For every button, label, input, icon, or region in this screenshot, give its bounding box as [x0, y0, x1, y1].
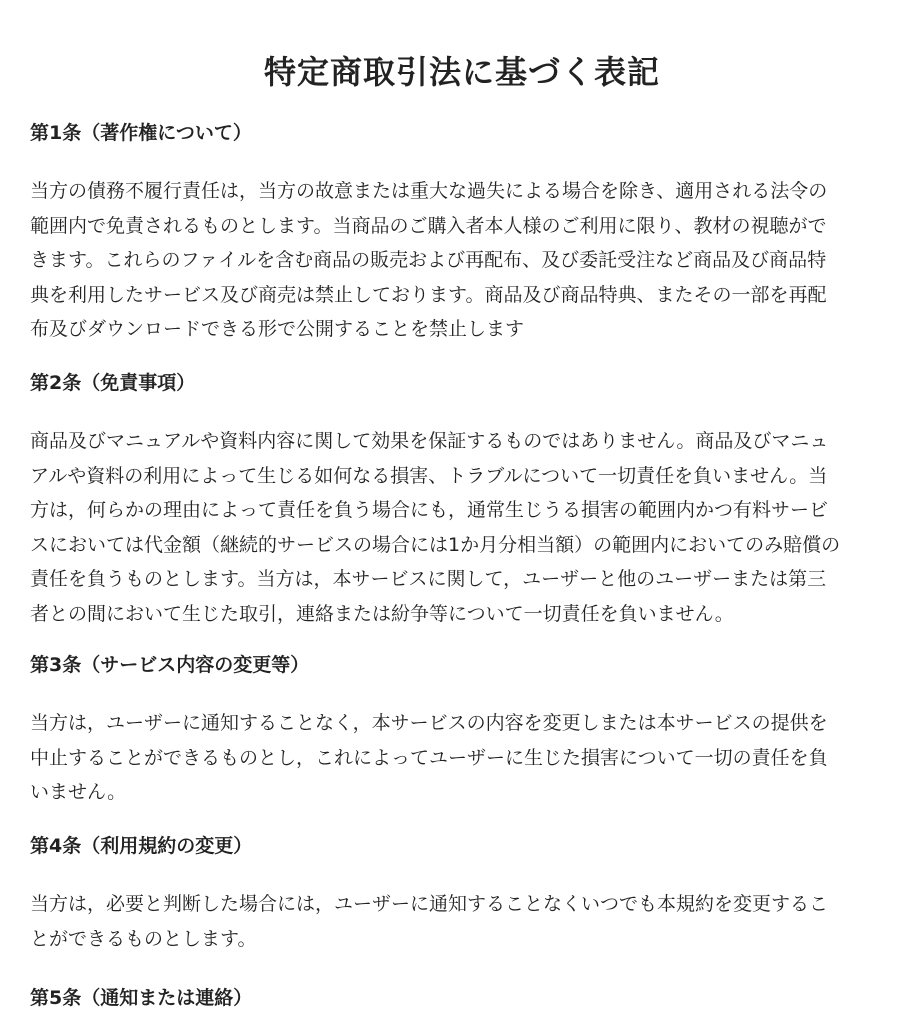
paragraph-line: スにおいては代金額（継続的サービスの場合には1か月分相当額）の範囲内においてのみ賠償の [30, 533, 841, 556]
paragraph-line: 当方は，ユーザーに通知することなく，本サービスの内容を変更しまたは本サービスの提供を [30, 712, 828, 734]
paragraph-line: 責任を負うものとします。当方は，本サービスに関して，ユーザーと他のユーザーまたは第三 [30, 568, 827, 590]
paragraph-line: 商品及びマニュアルや資料内容に関して効果を保証するものではありません。商品及びマニュ [30, 430, 829, 452]
paragraph-line: 範囲内で免責されるものとします。当商品のご購入者本人様のご利用に限り、教材の視聴がで [30, 214, 827, 237]
section-heading-article-4: 第4条（利用規約の変更） [30, 835, 253, 857]
paragraph-line: アルや資料の利用によって生じる如何なる損害、トラブルについて一切責任を負いません。当 [30, 464, 828, 487]
paragraph-line: 典を利用したサービス及び商売は禁止しております。商品及び商品特典、またその一部を再配 [30, 283, 827, 306]
section-heading-article-1: 第1条（著作権について） [30, 122, 252, 144]
section-body-article-3 [30, 706, 894, 810]
section-heading-article-3: 第3条（サービス内容の変更等） [30, 654, 310, 676]
paragraph-line: 布及びダウンロードできる形で公開することを禁止します [30, 318, 525, 340]
section-heading-article-2: 第2条（免責事項） [30, 372, 196, 394]
paragraph-line: いません。 [30, 781, 127, 803]
paragraph-line: 者との間において生じた取引，連絡または紛争等について一切責任を負いません。 [30, 602, 734, 625]
section-body-article-4 [30, 887, 894, 956]
paragraph-line: 当方は，必要と判断した場合には，ユーザーに通知することなくいつでも本規約を変更するこ [30, 893, 829, 915]
paragraph-line: 当方の債務不履行責任は，当方の故意または重大な過失による場合を除き、適用される法令の [30, 180, 828, 202]
section-heading-article-5: 第5条（通知または連絡） [30, 987, 253, 1009]
paragraph-line: きます。これらのファイルを含む商品の販売および再配布、及び委託受注など商品及び商品特 [30, 249, 827, 271]
page-title: 特定商取引法に基づく表記 [263, 53, 660, 91]
paragraph-line: とができるものとします。 [30, 927, 257, 950]
section-body-article-2 [30, 424, 894, 631]
paragraph-line: 中止することができるものとし，これによってユーザーに生じた損害について一切の責任を負 [30, 746, 828, 769]
paragraph-line: 方は，何らかの理由によって責任を負う場合にも，通常生じうる損害の範囲内かつ有料サービ [30, 499, 829, 521]
section-body-article-1 [30, 174, 894, 347]
